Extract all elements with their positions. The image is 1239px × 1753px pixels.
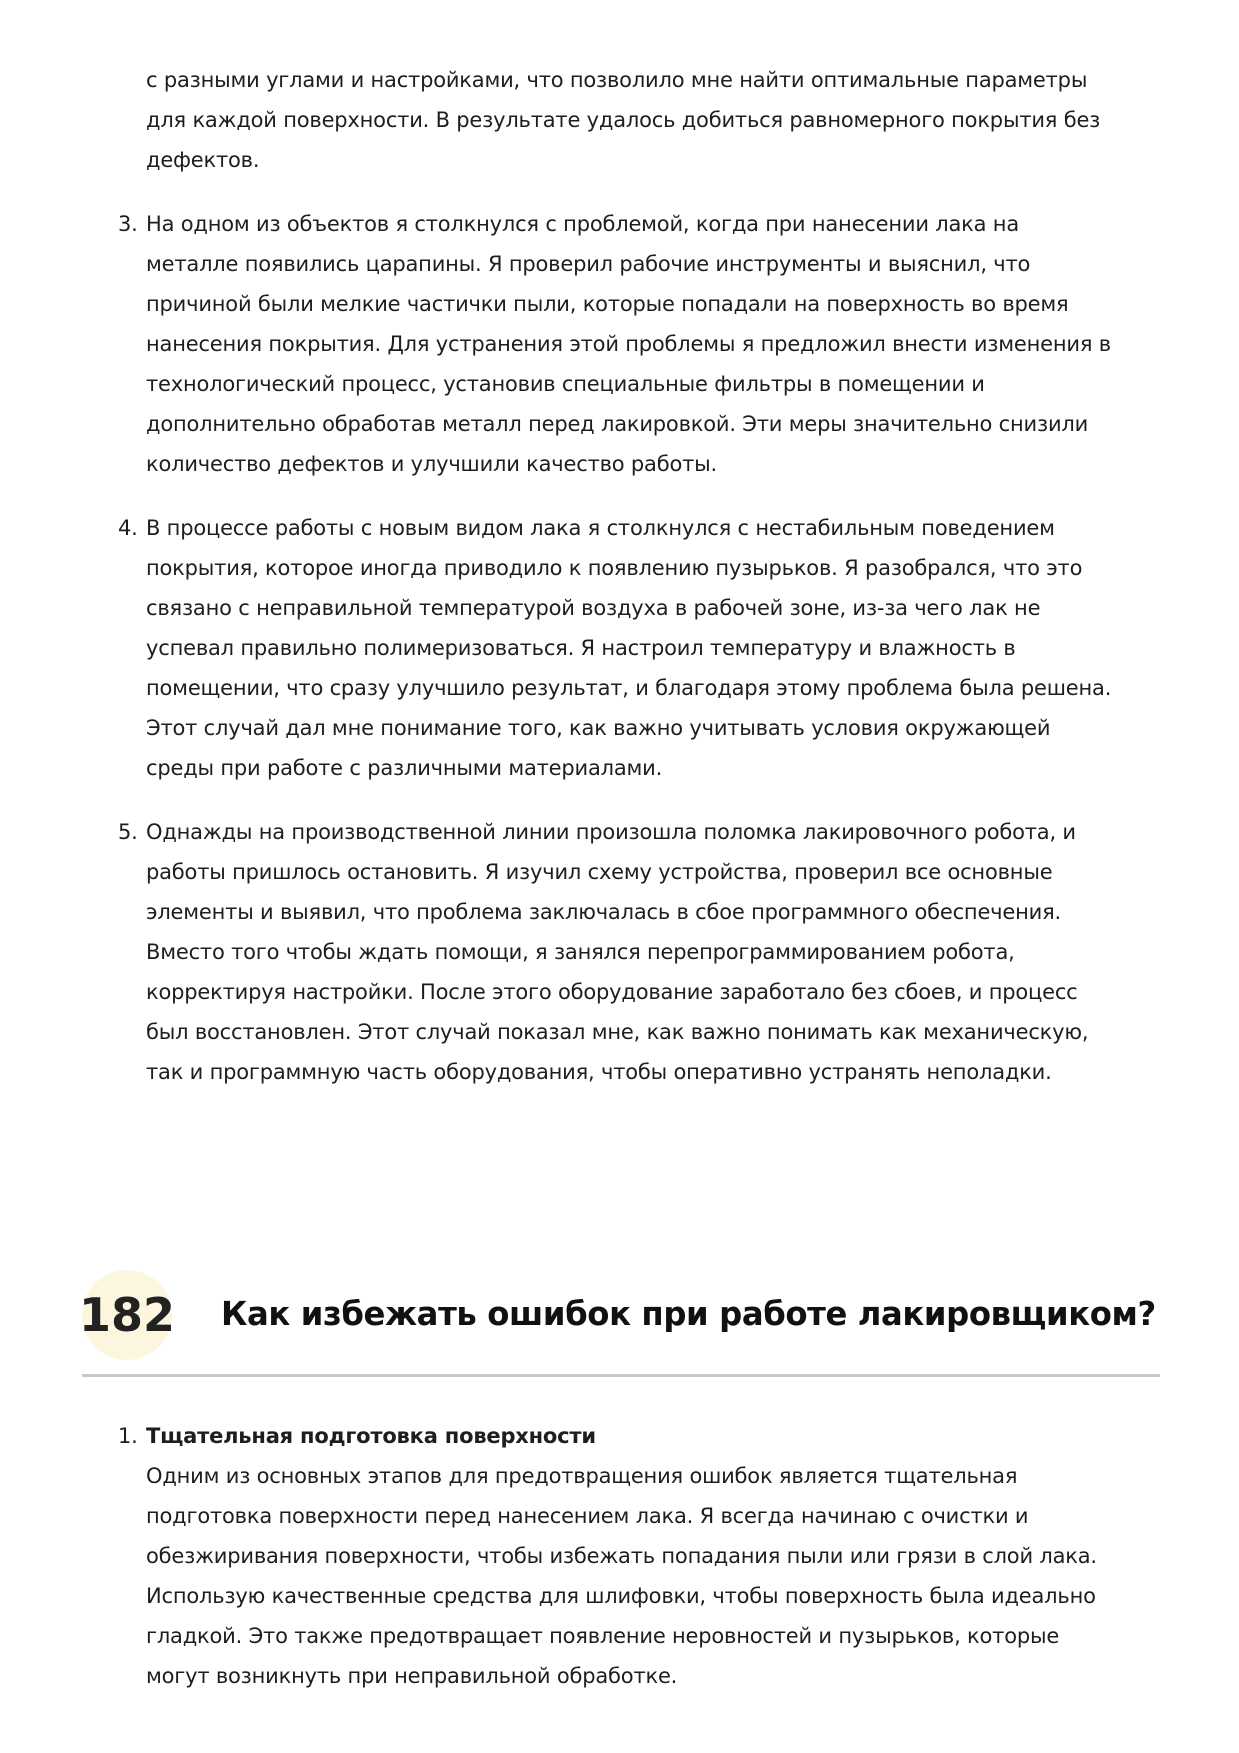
text-line: элементы и выявил, что проблема заключалась в сбое программного обеспечения. (146, 900, 1061, 924)
section-title: Как избежать ошибок при работе лакировщиком? (221, 1294, 1156, 1333)
text-line: Этот случай дал мне понимание того, как важно учитывать условия окружающей (146, 716, 1051, 740)
text-line: так и программную часть оборудования, чтобы оперативно устранять неполадки. (146, 1060, 1052, 1084)
text-line: Использую качественные средства для шлифовки, чтобы поверхность была идеально (146, 1584, 1096, 1608)
text-line: с разными углами и настройками, что позволило мне найти оптимальные параметры (146, 68, 1088, 92)
text-line: покрытия, которое иногда приводило к появлению пузырьков. Я разобрался, что это (146, 556, 1083, 580)
text-line: технологический процесс, установив специальные фильтры в помещении и (146, 372, 985, 396)
text-line: связано с неправильной температурой воздуха в рабочей зоне, из-за чего лак не (146, 596, 1041, 620)
text-line: обезжиривания поверхности, чтобы избежать попадания пыли или грязи в слой лака. (146, 1544, 1097, 1568)
text-line: количество дефектов и улучшили качество работы. (146, 452, 718, 476)
text-line: дополнительно обработав металл перед лакировкой. Эти меры значительно снизили (146, 412, 1089, 436)
text-line: На одном из объектов я столкнулся с проблемой, когда при нанесении лака на (146, 212, 1019, 236)
list-item-heading: Тщательная подготовка поверхности (146, 1424, 596, 1448)
list-item-5 (118, 812, 1156, 1092)
text-line: металле появились царапины. Я проверил рабочие инструменты и выяснил, что (146, 252, 1031, 276)
text-line: для каждой поверхности. В результате удалось добиться равномерного покрытия без (146, 108, 1101, 132)
text-line: успевал правильно полимеризоваться. Я настроил температуру и влажность в (146, 636, 1016, 660)
text-line: дефектов. (146, 148, 260, 172)
list-item-number: 1. (118, 1424, 138, 1448)
list-item-3 (118, 204, 1156, 484)
text-line: подготовка поверхности перед нанесением лака. Я всегда начинаю с очистки и (146, 1504, 1029, 1528)
section-divider (82, 1374, 1160, 1377)
list-item-4 (118, 508, 1156, 788)
text-line: Вместо того чтобы ждать помощи, я занялся перепрограммированием робота, (146, 940, 1015, 964)
text-line: корректируя настройки. После этого оборудование заработало без сбоев, и процесс (146, 980, 1078, 1004)
list-item-number: 3. (118, 212, 138, 236)
text-line: Однажды на производственной линии произошла поломка лакировочного робота, и (146, 820, 1076, 844)
text-line: был восстановлен. Этот случай показал мне, как важно понимать как механическую, (146, 1020, 1089, 1044)
text-line: работы пришлось остановить. Я изучил схему устройства, проверил все основные (146, 860, 1053, 884)
text-line: нанесения покрытия. Для устранения этой проблемы я предложил внести изменения в (146, 332, 1111, 356)
section-header (78, 1270, 1160, 1380)
text-line: помещении, что сразу улучшило результат, и благодаря этому проблема была решена. (146, 676, 1112, 700)
text-line: среды при работе с различными материалами. (146, 756, 663, 780)
item-2-continuation (146, 60, 1156, 180)
text-line: причиной были мелкие частички пыли, которые попадали на поверхность во время (146, 292, 1069, 316)
list-item-number: 4. (118, 516, 138, 540)
section-list-item-1 (118, 1416, 1156, 1696)
section-number-badge: 182 (82, 1270, 172, 1360)
text-line: Одним из основных этапов для предотвращения ошибок является тщательная (146, 1464, 1018, 1488)
list-item-number: 5. (118, 820, 138, 844)
text-line: В процессе работы с новым видом лака я столкнулся с нестабильным поведением (146, 516, 1055, 540)
text-line: могут возникнуть при неправильной обработке. (146, 1664, 678, 1688)
text-line: гладкой. Это также предотвращает появление неровностей и пузырьков, которые (146, 1624, 1060, 1648)
